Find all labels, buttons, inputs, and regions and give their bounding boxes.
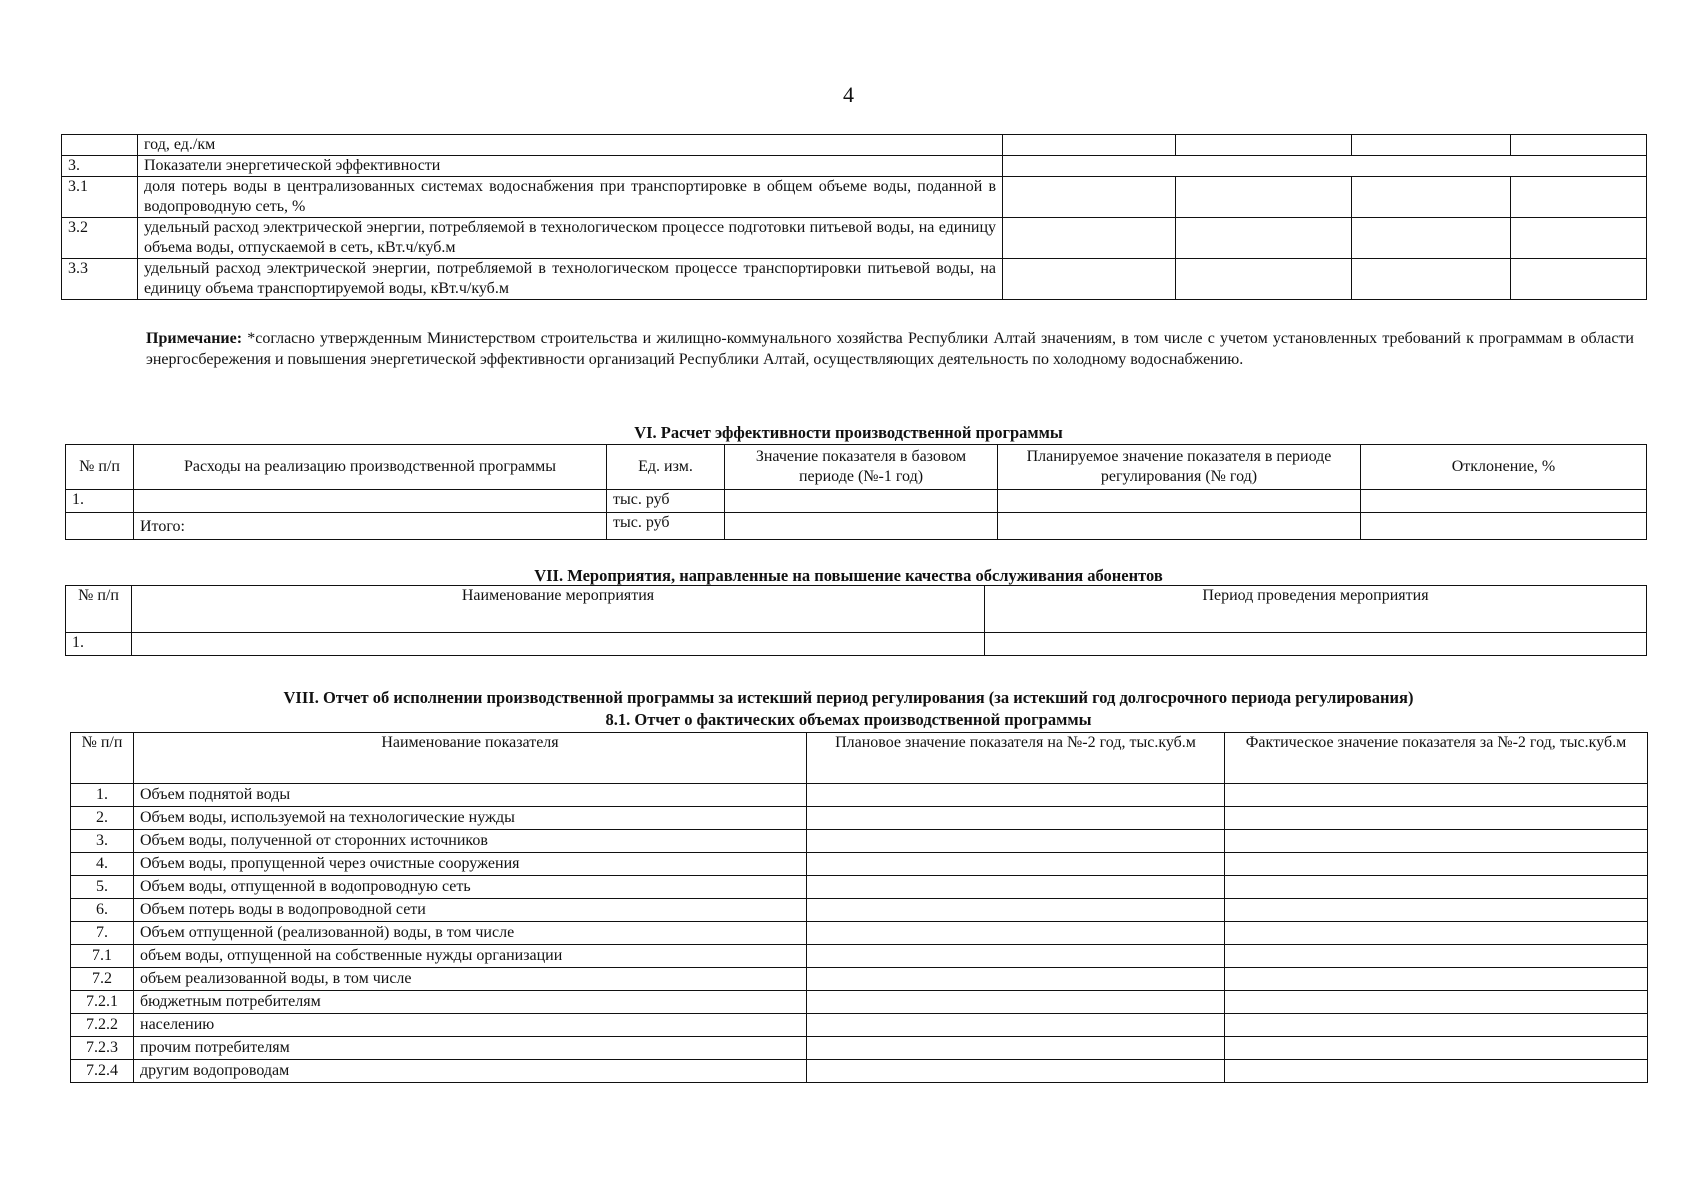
row-number: 7.2 [71, 968, 134, 991]
actual-value-cell [1225, 1037, 1648, 1060]
planned-value-cell [807, 922, 1225, 945]
table-row [71, 784, 1648, 807]
header-name: Наименование показателя [134, 733, 807, 784]
table-header-row [71, 733, 1648, 784]
actual-value-cell [1225, 876, 1648, 899]
note-label: Примечание: [146, 330, 243, 347]
value-cell [1176, 218, 1352, 259]
row-name: прочим потребителям [134, 1037, 807, 1060]
table-row [71, 853, 1648, 876]
header-period: Период проведения мероприятия [985, 586, 1647, 633]
header-num: № п/п [71, 733, 134, 784]
row-number [66, 513, 134, 540]
note-text: *согласно утвержденным Министерством строительства и жилищно-коммунального хозяйства Республики Алтай значениям, в том числе с учетом установленных требований к программам в области энергосбережения и повышения энергетической эффективности организаций Республики Алтай, осуществляющих деятельность по холодному водоснабжению. [146, 330, 1634, 368]
header-actual: Фактическое значение показателя за №-2 год, тыс.куб.м [1225, 733, 1648, 784]
value-cell [1352, 218, 1511, 259]
table-row [71, 876, 1648, 899]
table-row [62, 135, 1647, 156]
section-8-title: VIII. Отчет об исполнении производственной программы за истекший период регулирования (за истекший год долгосрочного периода регулирования) [283, 688, 1414, 707]
value-cell [998, 513, 1361, 540]
row-number: 3. [71, 830, 134, 853]
value-cell [1003, 177, 1176, 218]
row-number: 7.2.2 [71, 1014, 134, 1037]
table-row [71, 807, 1648, 830]
table-header-row [66, 586, 1647, 633]
planned-value-cell [807, 991, 1225, 1014]
actual-value-cell [1225, 899, 1648, 922]
row-name: Объем поднятой воды [134, 784, 807, 807]
row-number: 1. [71, 784, 134, 807]
actual-value-cell [1225, 784, 1648, 807]
table-row [62, 156, 1647, 177]
header-planned: Плановое значение показателя на №-2 год, тыс.куб.м [807, 733, 1225, 784]
section-8-subtitle: 8.1. Отчет о фактических объемах производственной программы [605, 710, 1092, 729]
row-number [62, 135, 138, 156]
value-cell [1511, 135, 1647, 156]
row-name: Итого: [134, 513, 607, 540]
row-number: 3.2 [62, 218, 138, 259]
table-row [71, 1037, 1648, 1060]
value-cell [1176, 177, 1352, 218]
header-unit: Ед. изм. [607, 445, 725, 490]
row-name: объем реализованной воды, в том числе [134, 968, 807, 991]
row-name: Объем воды, отпущенной в водопроводную сеть [134, 876, 807, 899]
row-name: Объем воды, используемой на технологические нужды [134, 807, 807, 830]
planned-value-cell [807, 830, 1225, 853]
row-number: 3.3 [62, 259, 138, 300]
table-row [66, 633, 1647, 656]
actual-volumes-table [70, 732, 1648, 1083]
actual-value-cell [1225, 830, 1648, 853]
actual-value-cell [1225, 1014, 1648, 1037]
header-num: № п/п [66, 586, 132, 633]
value-cell [985, 633, 1647, 656]
value-cell [1003, 218, 1176, 259]
header-planned: Планируемое значение показателя в периоде регулирования (№ год) [998, 445, 1361, 490]
actual-value-cell [1225, 922, 1648, 945]
row-number: 2. [71, 807, 134, 830]
planned-value-cell [807, 784, 1225, 807]
section-7-title: VII. Мероприятия, направленные на повышение качества обслуживания абонентов [534, 566, 1163, 585]
actual-value-cell [1225, 945, 1648, 968]
table-row [71, 991, 1648, 1014]
header-deviation: Отклонение, % [1361, 445, 1647, 490]
note [146, 328, 1634, 370]
row-number: 7.1 [71, 945, 134, 968]
value-cell [1352, 177, 1511, 218]
header-expenses: Расходы на реализацию производственной программы [134, 445, 607, 490]
value-cell [1003, 156, 1647, 177]
value-cell [1352, 135, 1511, 156]
table-row [71, 830, 1648, 853]
value-cell [1003, 135, 1176, 156]
row-number: 7. [71, 922, 134, 945]
header-num: № п/п [66, 445, 134, 490]
planned-value-cell [807, 1060, 1225, 1083]
row-description: год, ед./км [138, 135, 1003, 156]
planned-value-cell [807, 807, 1225, 830]
row-number: 1. [66, 633, 132, 656]
value-cell [1361, 490, 1647, 513]
row-unit: тыс. руб [607, 490, 725, 513]
row-number: 1. [66, 490, 134, 513]
value-cell [1511, 218, 1647, 259]
planned-value-cell [807, 876, 1225, 899]
row-name: другим водопроводам [134, 1060, 807, 1083]
value-cell [1511, 177, 1647, 218]
value-cell [1352, 259, 1511, 300]
planned-value-cell [807, 1037, 1225, 1060]
value-cell [1003, 259, 1176, 300]
value-cell [132, 633, 985, 656]
row-number: 5. [71, 876, 134, 899]
row-name [134, 490, 607, 513]
row-name: Объем воды, полученной от сторонних источников [134, 830, 807, 853]
value-cell [1176, 135, 1352, 156]
row-name: объем воды, отпущенной на собственные нужды организации [134, 945, 807, 968]
table-row [62, 259, 1647, 300]
planned-value-cell [807, 945, 1225, 968]
row-number: 4. [71, 853, 134, 876]
table-header-row [66, 445, 1647, 490]
value-cell [725, 490, 998, 513]
planned-value-cell [807, 899, 1225, 922]
table-row [71, 922, 1648, 945]
row-number: 7.2.1 [71, 991, 134, 1014]
value-cell [725, 513, 998, 540]
row-description: Показатели энергетической эффективности [138, 156, 1003, 177]
value-cell [1176, 259, 1352, 300]
planned-value-cell [807, 853, 1225, 876]
page-number: 4 [843, 82, 854, 107]
table-body [71, 784, 1648, 1083]
row-number: 3.1 [62, 177, 138, 218]
table-row [66, 490, 1647, 513]
value-cell [1361, 513, 1647, 540]
actual-value-cell [1225, 1060, 1648, 1083]
measures-table [65, 585, 1647, 656]
planned-value-cell [807, 1014, 1225, 1037]
row-name: Объем отпущенной (реализованной) воды, в том числе [134, 922, 807, 945]
row-number: 3. [62, 156, 138, 177]
table-row [62, 177, 1647, 218]
efficiency-calculation-table [65, 444, 1647, 540]
table-row [66, 513, 1647, 540]
row-description: доля потерь воды в централизованных системах водоснабжения при транспортировке в общем объеме воды, поданной в водопроводную сеть, % [138, 177, 1003, 218]
actual-value-cell [1225, 853, 1648, 876]
value-cell [1511, 259, 1647, 300]
value-cell [998, 490, 1361, 513]
row-unit: тыс. руб [607, 513, 725, 540]
table-row [71, 1060, 1648, 1083]
actual-value-cell [1225, 991, 1648, 1014]
row-description: удельный расход электрической энергии, потребляемой в технологическом процессе подготовки питьевой воды, на единицу объема воды, отпускаемой в сеть, кВт.ч/куб.м [138, 218, 1003, 259]
table-row [71, 1014, 1648, 1037]
row-name: Объем воды, пропущенной через очистные сооружения [134, 853, 807, 876]
header-name: Наименование мероприятия [132, 586, 985, 633]
section-6-title: VI. Расчет эффективности производственной программы [634, 423, 1063, 442]
row-name: Объем потерь воды в водопроводной сети [134, 899, 807, 922]
actual-value-cell [1225, 807, 1648, 830]
row-number: 6. [71, 899, 134, 922]
table-row [71, 945, 1648, 968]
table-row [62, 218, 1647, 259]
table-row [71, 899, 1648, 922]
row-name: бюджетным потребителям [134, 991, 807, 1014]
actual-value-cell [1225, 968, 1648, 991]
row-description: удельный расход электрической энергии, потребляемой в технологическом процессе транспортировки питьевой воды, на единицу объема транспортируемой воды, кВт.ч/куб.м [138, 259, 1003, 300]
table-row [71, 968, 1648, 991]
energy-efficiency-table [61, 134, 1647, 300]
row-number: 7.2.4 [71, 1060, 134, 1083]
row-number: 7.2.3 [71, 1037, 134, 1060]
header-base: Значение показателя в базовом периоде (№-1 год) [725, 445, 998, 490]
row-name: населению [134, 1014, 807, 1037]
planned-value-cell [807, 968, 1225, 991]
